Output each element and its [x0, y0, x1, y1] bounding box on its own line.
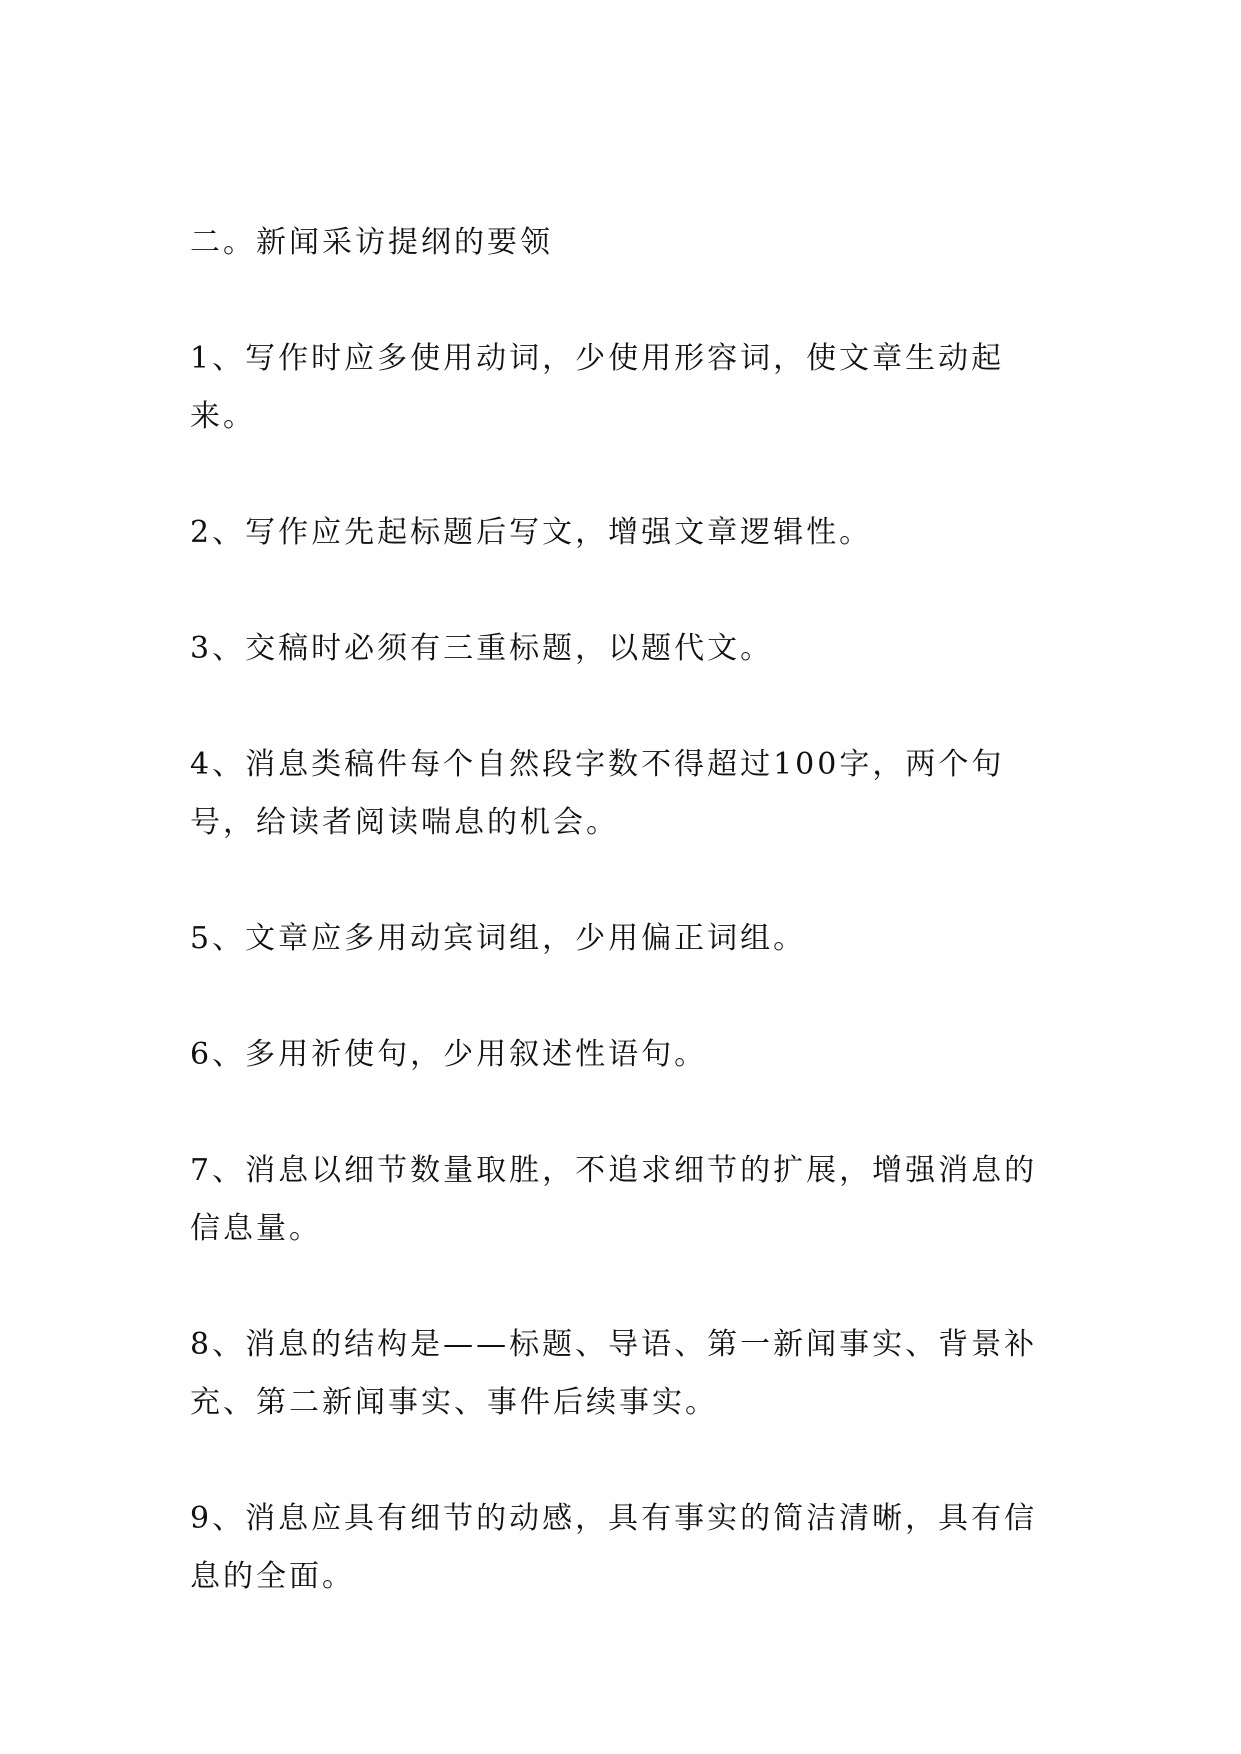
list-item-2: 2、写作应先起标题后写文，增强文章逻辑性。 [190, 515, 873, 550]
list-item-7: 7、消息以细节数量取胜，不追求细节的扩展，增强消息的信息量。 [190, 1153, 1038, 1246]
list-item-9: 9、消息应具有细节的动感，具有事实的简洁清晰，具有信息的全面。 [190, 1501, 1038, 1594]
list-item-3: 3、交稿时必须有三重标题，以题代文。 [190, 631, 774, 666]
list-item-1: 1、写作时应多使用动词，少使用形容词，使文章生动起来。 [190, 341, 1005, 434]
document-body [190, 214, 1070, 1664]
list-item-5: 5、文章应多用动宾词组，少用偏正词组。 [190, 921, 807, 956]
list-item-4: 4、消息类稿件每个自然段字数不得超过100字，两个句号，给读者阅读喘息的机会。 [190, 747, 1005, 840]
list-item-8: 8、消息的结构是——标题、导语、第一新闻事实、背景补充、第二新闻事实、事件后续事实。 [190, 1327, 1038, 1420]
section-heading: 二。新闻采访提纲的要领 [190, 225, 553, 260]
list-item-6: 6、多用祈使句，少用叙述性语句。 [190, 1037, 708, 1072]
